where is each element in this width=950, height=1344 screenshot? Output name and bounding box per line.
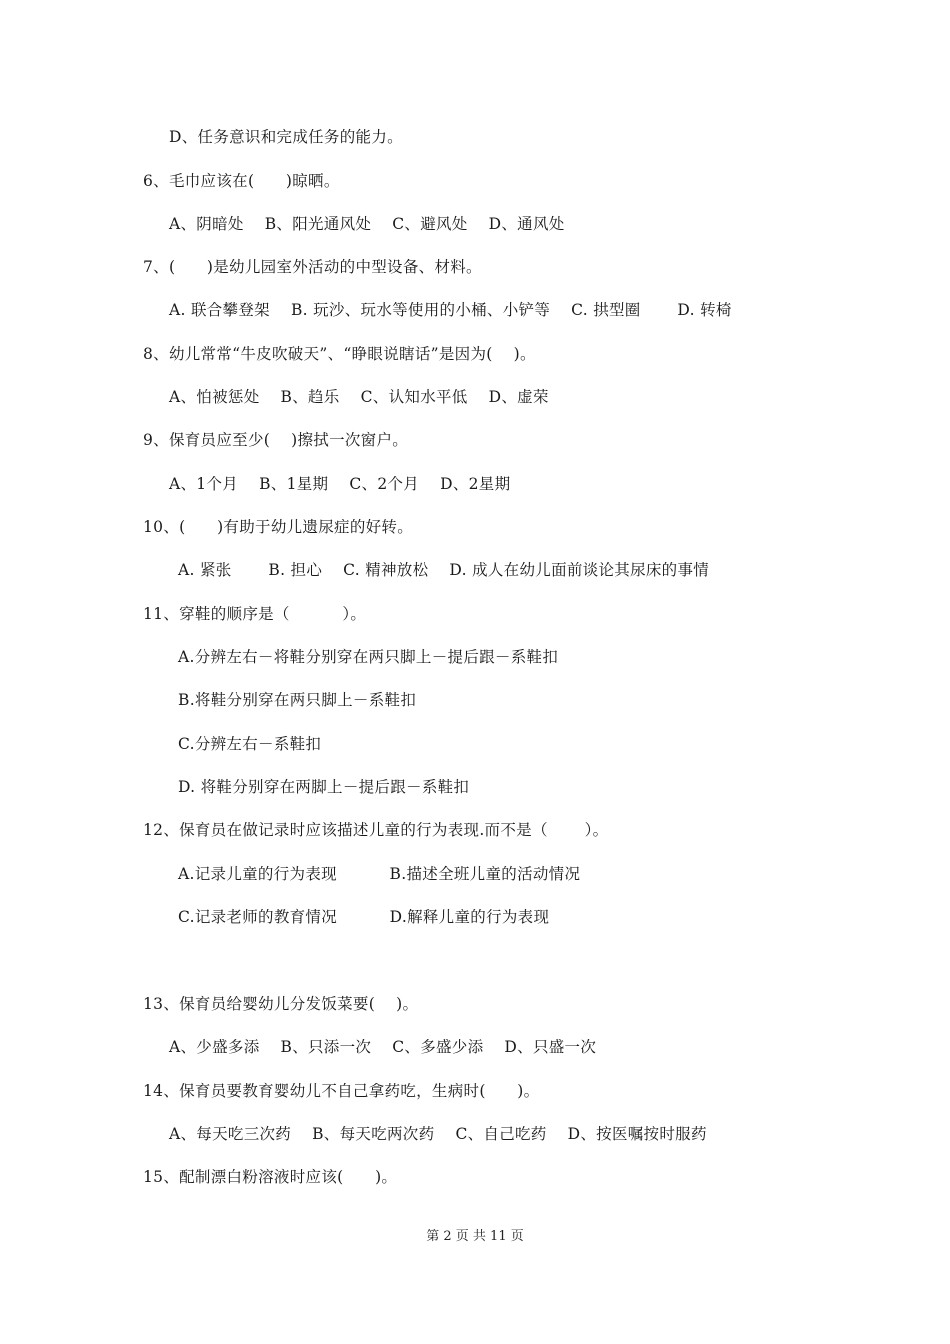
answer-options: C.记录老师的教育情况 D.解释儿童的行为表现 [178,908,550,926]
question-text: 8、幼儿常常“牛皮吹破天”、“睁眼说瞎话”是因为( )。 [143,345,536,363]
question-text: 11、穿鞋的顺序是（ ）。 [143,605,367,623]
answer-options: A、少盛多添 B、只添一次 C、多盛少添 D、只盛一次 [169,1038,597,1056]
question-text: 15、配制漂白粉溶液时应该( )。 [143,1168,398,1186]
answer-options: A. 紧张 B. 担心 C. 精神放松 D. 成人在幼儿面前谈论其尿床的事情 [178,561,710,579]
question-text: 10、( )有助于幼儿遗尿症的好转。 [143,518,414,536]
question-text: 7、( )是幼儿园室外活动的中型设备、材料。 [143,258,482,276]
answer-options: A. 联合攀登架 B. 玩沙、玩水等使用的小桶、小铲等 C. 拱型圈 D. 转椅 [169,301,732,319]
question-text: 9、保育员应至少( )擦拭一次窗户。 [143,431,409,449]
question-text: 12、保育员在做记录时应该描述儿童的行为表现.而不是（ ）。 [143,821,609,839]
answer-options: A、每天吃三次药 B、每天吃两次药 C、自己吃药 D、按医嘱按时服药 [169,1125,707,1143]
page-footer: 第 2 页 共 11 页 [426,1229,524,1244]
answer-options: D、任务意识和完成任务的能力。 [169,128,403,146]
question-text: 13、保育员给婴幼儿分发饭菜要( )。 [143,995,419,1013]
answer-options: D. 将鞋分别穿在两脚上－提后跟－系鞋扣 [178,778,470,796]
answer-options: A.记录儿童的行为表现 B.描述全班儿童的活动情况 [178,865,581,883]
question-text: 14、保育员要教育婴幼儿不自己拿药吃，生病时( )。 [143,1082,540,1100]
answer-options: A、怕被惩处 B、趋乐 C、认知水平低 D、虚荣 [169,388,549,406]
answer-options: A、1个月 B、1星期 C、2个月 D、2星期 [169,475,511,493]
question-text: 6、毛巾应该在( )晾晒。 [143,172,340,190]
answer-options: C.分辨左右－系鞋扣 [178,735,322,753]
answer-options: A、阴暗处 B、阳光通风处 C、避风处 D、通风处 [169,215,565,233]
answer-options: B.将鞋分别穿在两只脚上－系鞋扣 [178,691,417,709]
answer-options: A.分辨左右－将鞋分别穿在两只脚上－提后跟－系鞋扣 [178,648,559,666]
